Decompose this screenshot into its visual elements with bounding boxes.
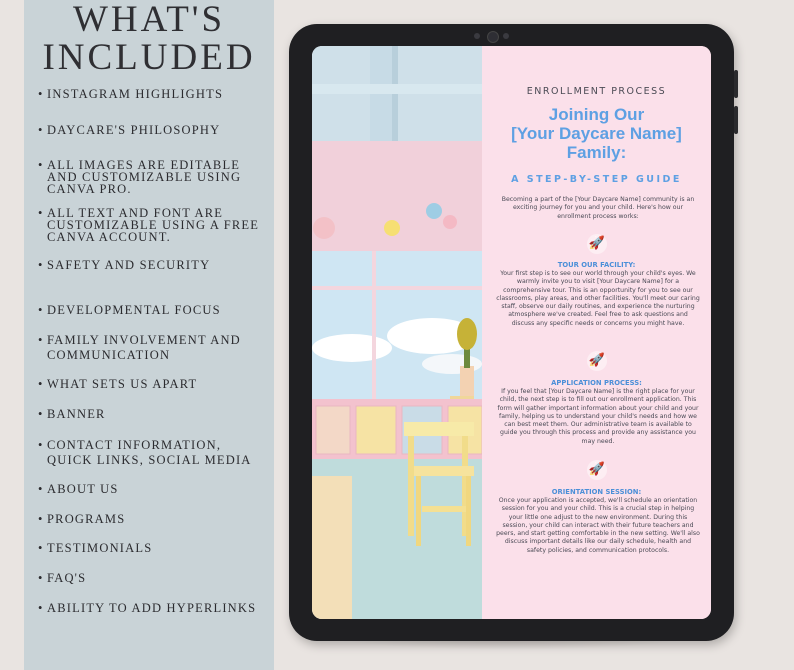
feature-item bbox=[38, 513, 268, 525]
section-body: Your first step is to see our world through your child's eyes. We warmly invite you to visit [Your Daycare Name] for a comprehensive tour. This is an opportunity for you to see our classrooms, play areas, and other facilities. You'll meet our caring staff, observe our daily routines, and experience the nurturing atmosphere we've created. Feel free to ask questions and discuss any specific needs or concerns you might have. bbox=[496, 270, 700, 327]
feature-label: DAYCARE'S PHILOSOPHY bbox=[47, 123, 221, 137]
section-title: APPLICATION PROCESS: bbox=[551, 379, 642, 387]
feature-label: ALL TEXT AND FONT ARE CUSTOMIZABLE USING A FREE CANVA ACCOUNT. bbox=[47, 206, 260, 244]
feature-item bbox=[38, 159, 268, 195]
bullet: • bbox=[38, 482, 44, 496]
feature-label: SAFETY AND SECURITY bbox=[47, 258, 211, 272]
rocket-icon: 🚀 bbox=[587, 460, 607, 480]
feature-item bbox=[38, 378, 268, 390]
camera-dot bbox=[474, 33, 480, 39]
section-body: Once your application is accepted, we'll schedule an orientation session for you and your child. This is a crucial step in helping your little one adjust to the new environment. During this session, your child can interact with their future teachers and peers, and start getting comfortable in the new setting. We'll also discuss important details like our daily schedule, health and safety policies, and communication protocols. bbox=[496, 497, 700, 554]
side-button bbox=[734, 106, 738, 134]
heading-line-2: [Your Daycare Name] bbox=[511, 124, 682, 143]
tablet-screen bbox=[312, 46, 711, 619]
feature-item bbox=[38, 408, 268, 420]
kicker: ENROLLMENT PROCESS bbox=[526, 86, 667, 97]
rocket-icon: 🚀 bbox=[587, 234, 607, 254]
feature-item bbox=[38, 304, 268, 316]
bullet: • bbox=[38, 571, 44, 585]
feature-label: ABOUT US bbox=[47, 482, 119, 496]
feature-item bbox=[38, 483, 268, 495]
bullet: • bbox=[38, 303, 44, 317]
bullet: • bbox=[38, 377, 44, 391]
section-title: ORIENTATION SESSION: bbox=[551, 488, 642, 496]
feature-label: ABILITY TO ADD HYPERLINKS bbox=[47, 601, 257, 615]
enrollment-page bbox=[482, 46, 711, 619]
section-title: TOUR OUR FACILITY: bbox=[557, 261, 636, 269]
bullet: • bbox=[38, 512, 44, 526]
tablet-mockup bbox=[289, 24, 734, 641]
feature-item bbox=[38, 207, 268, 243]
feature-item bbox=[38, 88, 268, 100]
feature-item bbox=[38, 333, 268, 363]
feature-item bbox=[38, 542, 268, 554]
heading-line-3: Family: bbox=[566, 143, 627, 162]
nursery-illustration bbox=[312, 46, 482, 619]
camera-dot bbox=[503, 33, 509, 39]
features-panel bbox=[24, 0, 274, 670]
side-button bbox=[734, 70, 738, 98]
feature-label: ALL IMAGES ARE EDITABLE AND CUSTOMIZABLE USING CANVA PRO. bbox=[47, 158, 242, 196]
feature-label: BANNER bbox=[47, 407, 106, 421]
feature-label: DEVELOPMENTAL FOCUS bbox=[47, 303, 221, 317]
bullet: • bbox=[38, 206, 44, 220]
feature-label: PROGRAMS bbox=[47, 512, 126, 526]
subheading: A STEP-BY-STEP GUIDE bbox=[511, 174, 682, 185]
camera-lens bbox=[487, 31, 499, 43]
bullet: • bbox=[38, 87, 44, 101]
feature-label: INSTAGRAM HIGHLIGHTS bbox=[47, 87, 224, 101]
feature-item bbox=[38, 124, 268, 136]
feature-label: WHAT SETS US APART bbox=[47, 377, 198, 391]
rocket-icon: 🚀 bbox=[587, 351, 607, 371]
feature-label: FAQ'S bbox=[47, 571, 87, 585]
feature-item bbox=[38, 572, 268, 584]
bullet: • bbox=[38, 541, 44, 555]
bullet: • bbox=[38, 258, 44, 272]
bullet: • bbox=[38, 601, 44, 615]
title-line-1: WHAT'S bbox=[72, 0, 226, 40]
feature-item bbox=[38, 438, 268, 468]
feature-item bbox=[38, 259, 268, 271]
intro-text: Becoming a part of the [Your Daycare Name] community is an exciting journey for you and your child. Here's how our enrollment process works: bbox=[501, 196, 695, 220]
bullet: • bbox=[38, 123, 44, 137]
bullet: • bbox=[38, 158, 44, 172]
feature-label: TESTIMONIALS bbox=[47, 541, 153, 555]
feature-label: FAMILY INVOLVEMENT AND COMMUNICATION bbox=[47, 333, 241, 362]
feature-label: CONTACT INFORMATION, QUICK LINKS, SOCIAL MEDIA bbox=[47, 438, 252, 467]
heading-line-1: Joining Our bbox=[548, 105, 645, 124]
section-body: If you feel that [Your Daycare Name] is the right place for your child, the next step is to fill out our enrollment application. This form will gather important information about your child and your family, helping us to understand your child's needs and how we can best meet them. Our administrative team is available to guide you through this process and provide any assistance you may need. bbox=[497, 388, 699, 445]
bullet: • bbox=[38, 333, 44, 347]
feature-item bbox=[38, 602, 268, 614]
title-line-2: INCLUDED bbox=[42, 37, 256, 78]
bullet: • bbox=[38, 407, 44, 421]
bullet: • bbox=[38, 438, 44, 452]
nursery-photo bbox=[312, 46, 482, 619]
